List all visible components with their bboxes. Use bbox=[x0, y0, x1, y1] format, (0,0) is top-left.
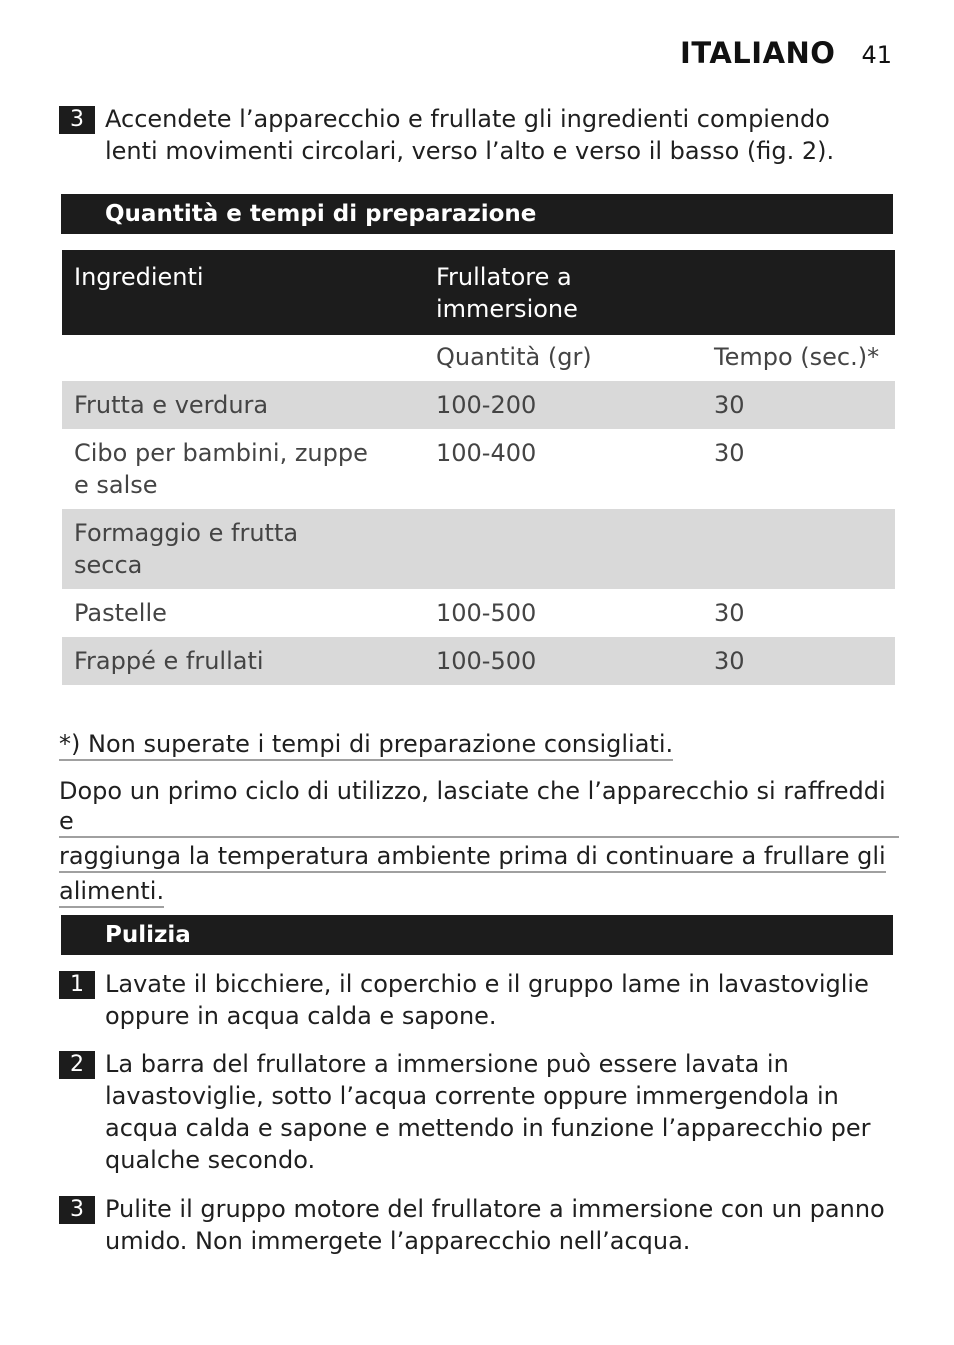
cell-time: 30 bbox=[714, 599, 745, 627]
step-text: Pulite il gruppo motore del frullatore a immersione con un panno umido. Non immergete l’apparecchio nell’acqua. bbox=[105, 1195, 885, 1255]
cell-ingredient: Frappé e frullati bbox=[62, 637, 424, 685]
cell-quantity: 100-200 bbox=[424, 381, 702, 429]
table-row bbox=[62, 589, 895, 637]
step-number-badge: 3 bbox=[59, 1196, 95, 1224]
cleaning-step bbox=[59, 1048, 889, 1176]
warning-line: raggiunga la temperatura ambiente prima di continuare a frullare gli bbox=[59, 841, 886, 873]
column-header-blender: Frullatore a immersione bbox=[424, 250, 702, 335]
subheader-quantity: Quantità (gr) bbox=[436, 343, 592, 371]
column-header-empty bbox=[702, 250, 895, 335]
page-number: 41 bbox=[861, 41, 892, 69]
cell-ingredient: Formaggio e frutta secca bbox=[62, 509, 424, 589]
subheader-empty bbox=[62, 335, 424, 381]
column-header-ingredients: Ingredienti bbox=[62, 250, 424, 335]
footnote-text: *) Non superate i tempi di preparazione consigliati. bbox=[59, 730, 673, 761]
cell-ingredient: Pastelle bbox=[74, 599, 167, 627]
quantities-table bbox=[62, 250, 895, 685]
table-row bbox=[62, 429, 895, 509]
step-text: Lavate il bicchiere, il coperchio e il gruppo lame in lavastoviglie oppure in acqua calda e sapone. bbox=[105, 970, 869, 1030]
step-number-badge: 1 bbox=[59, 971, 95, 999]
cell-time: 30 bbox=[702, 381, 895, 429]
warning-paragraph bbox=[59, 776, 899, 910]
table-row bbox=[62, 509, 895, 589]
cell-quantity: 100-400 bbox=[436, 439, 537, 467]
cleaning-step bbox=[59, 1193, 889, 1257]
page-header bbox=[680, 36, 892, 70]
cell-ingredient: Frutta e verdura bbox=[62, 381, 424, 429]
cell-quantity: 100-500 bbox=[424, 637, 702, 685]
cell-time: 30 bbox=[702, 637, 895, 685]
language-heading: ITALIANO bbox=[680, 36, 836, 70]
subheader-time: Tempo (sec.)* bbox=[714, 343, 880, 371]
cell-quantity bbox=[424, 509, 702, 589]
table-row bbox=[62, 381, 895, 429]
section-title-cleaning: Pulizia bbox=[61, 915, 893, 955]
table-header-row bbox=[62, 250, 895, 335]
footnote bbox=[59, 728, 673, 760]
step-number-badge: 2 bbox=[59, 1051, 95, 1079]
section-title-quantities: Quantità e tempi di preparazione bbox=[61, 194, 893, 234]
step-text: La barra del frullatore a immersione può essere lavata in lavastoviglie, sotto l’acqua corrente oppure immergendola in acqua calda e sapone e mettendo in funzione l’apparecchio per qualche secondo. bbox=[105, 1050, 871, 1174]
warning-line: alimenti. bbox=[59, 876, 164, 908]
cell-ingredient: Cibo per bambini, zuppe e salse bbox=[74, 439, 368, 499]
table-subheader-row bbox=[62, 335, 895, 381]
cell-time bbox=[702, 509, 895, 589]
step-intro bbox=[59, 103, 889, 167]
cell-quantity: 100-500 bbox=[436, 599, 537, 627]
cleaning-step bbox=[59, 968, 889, 1032]
step-text: Accendete l’apparecchio e frullate gli ingredienti compiendo lenti movimenti circolari, verso l’alto e verso il basso (fig. 2). bbox=[105, 105, 835, 165]
step-number-badge: 3 bbox=[59, 106, 95, 134]
warning-line: Dopo un primo ciclo di utilizzo, lasciate che l’apparecchio si raffreddi e bbox=[59, 776, 899, 838]
cell-time: 30 bbox=[714, 439, 745, 467]
table-row bbox=[62, 637, 895, 685]
